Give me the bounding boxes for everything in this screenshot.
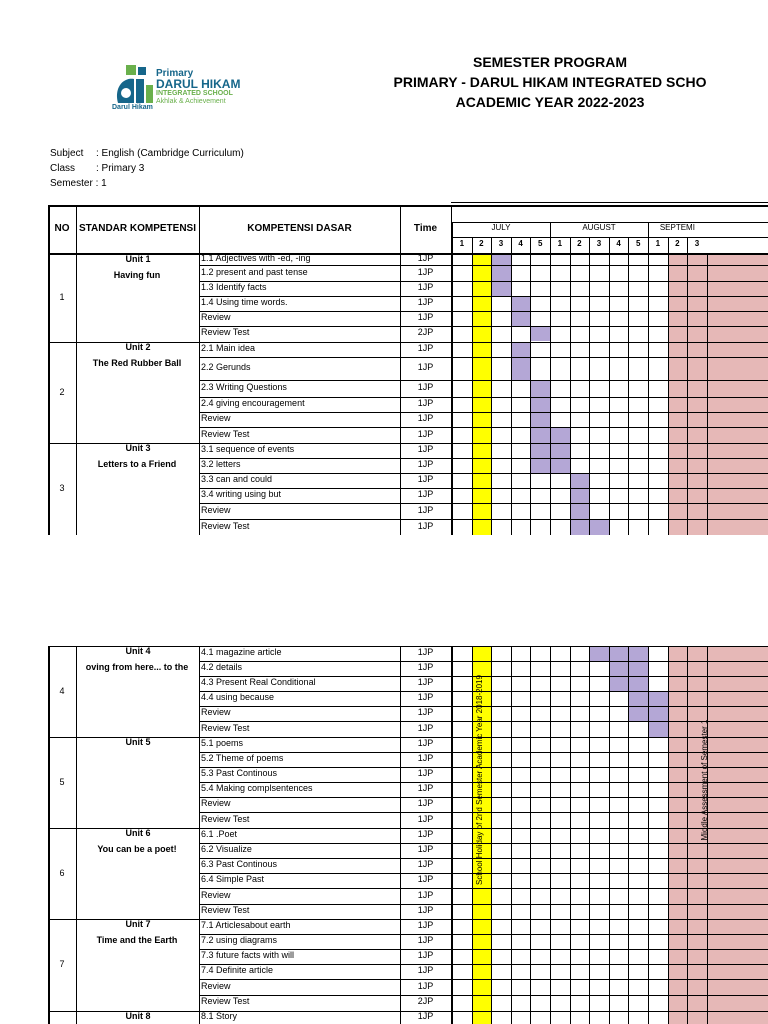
grid-line-v — [76, 254, 77, 535]
schedule-week-fill — [628, 661, 648, 676]
grid-line-v — [511, 254, 512, 535]
grid-line-v — [48, 646, 50, 1024]
time-cell: 1JP — [417, 950, 434, 960]
grid-line-h — [452, 964, 768, 965]
schedule-week-fill — [570, 503, 590, 519]
time-cell: 1JP — [417, 1011, 434, 1021]
kd-cell: Review Test — [201, 327, 250, 337]
grid-line-h — [452, 646, 768, 647]
grid-line-h — [452, 237, 768, 238]
unit-number: 6 — [59, 867, 65, 878]
grid-line-v — [199, 254, 200, 535]
kd-cell: 5.1 poems — [201, 738, 244, 748]
time-cell: 1JP — [417, 768, 434, 778]
grid-line-v — [550, 646, 551, 1024]
time-cell: 1JP — [417, 798, 434, 808]
grid-line-v — [199, 646, 200, 1024]
grid-line-h — [452, 828, 768, 829]
schedule-week-fill — [628, 706, 648, 721]
time-cell: 1JP — [417, 343, 434, 353]
schedule-week-fill — [530, 326, 550, 341]
kd-cell: 7.1 Articlesabout earth — [201, 920, 291, 930]
grid-line-v — [530, 646, 531, 1024]
grid-line-h — [452, 1011, 768, 1012]
unit-title: Having fun — [113, 270, 161, 280]
meta-semester: Semester : 1 — [50, 178, 107, 189]
schedule-week-fill — [609, 646, 629, 661]
kd-cell: 7.3 future facts with will — [201, 950, 295, 960]
grid-line-v — [687, 646, 688, 1024]
grid-line-h — [452, 488, 768, 489]
time-cell: 1JP — [417, 935, 434, 945]
unit-label: Unit 8 — [125, 1011, 151, 1021]
grid-line-h — [452, 797, 768, 798]
kd-cell: Review — [201, 981, 231, 991]
time-cell: 1JP — [417, 844, 434, 854]
time-cell: 2JP — [417, 327, 434, 337]
kd-cell: Review — [201, 505, 231, 515]
kd-cell: Review Test — [201, 521, 250, 531]
grid-line-v — [550, 254, 551, 535]
kd-cell: 4.4 using because — [201, 692, 275, 702]
header-week: 5 — [635, 239, 641, 248]
unit-label: Unit 5 — [125, 737, 151, 747]
kd-cell: 1.1 Adjectives with -ed, -ing — [201, 253, 311, 263]
grid-line-h — [452, 265, 768, 266]
holiday-vertical-label: School Holiday of 2nd Semester Academic Year 2018-2019 — [475, 675, 485, 885]
unit-number: 5 — [59, 776, 65, 787]
header-kd: KOMPETENSI DASAR — [247, 223, 352, 234]
schedule-week-fill — [530, 427, 550, 443]
grid-line-v — [609, 646, 610, 1024]
time-cell: 1JP — [417, 382, 434, 392]
kd-cell: 2.2 Gerunds — [201, 362, 251, 372]
time-cell: 1JP — [417, 965, 434, 975]
unit-title: Letters to a Friend — [97, 459, 177, 469]
header-week: 1 — [557, 239, 563, 248]
kd-cell: 1.4 Using time words. — [201, 297, 288, 307]
grid-line-v — [589, 254, 590, 535]
middle-assessment-fill — [668, 646, 768, 1024]
grid-line-h — [452, 843, 768, 844]
kd-cell: Review Test — [201, 723, 250, 733]
heading-line3: ACADEMIC YEAR 2022-2023 — [455, 94, 645, 110]
kd-cell: 6.2 Visualize — [201, 844, 252, 854]
kd-cell: 2.3 Writing Questions — [201, 382, 287, 392]
grid-line-v — [707, 254, 708, 535]
grid-line-h — [452, 721, 768, 722]
schedule-week-fill — [648, 706, 668, 721]
grid-line-v — [570, 646, 571, 1024]
time-cell: 1JP — [417, 647, 434, 657]
schedule-week-fill — [648, 691, 668, 706]
time-cell: 1JP — [417, 783, 434, 793]
grid-line-v — [609, 254, 610, 535]
grid-line-h — [452, 782, 768, 783]
grid-line-v — [570, 254, 571, 535]
time-cell: 1JP — [417, 738, 434, 748]
grid-line-v — [400, 646, 401, 1024]
grid-line-h — [452, 934, 768, 935]
schedule-week-fill — [491, 265, 511, 281]
unit-title: You can be a poet! — [97, 844, 177, 854]
schedule-week-fill — [609, 661, 629, 676]
kd-cell: 3.3 can and could — [201, 474, 273, 484]
kd-cell: 3.4 writing using but — [201, 489, 282, 499]
grid-line-h — [452, 296, 768, 297]
logo-line4: Akhlak & Achievement — [156, 98, 226, 105]
time-cell: 1JP — [417, 814, 434, 824]
grid-line-h — [452, 412, 768, 413]
grid-line-h — [452, 427, 768, 428]
grid-line-h — [452, 397, 768, 398]
kd-cell: 4.2 details — [201, 662, 243, 672]
grid-line-v — [628, 254, 629, 535]
header-week: 1 — [459, 239, 465, 248]
header-week: 1 — [655, 239, 661, 248]
grid-line-v — [452, 646, 453, 1024]
schedule-week-fill — [550, 443, 570, 458]
time-cell: 1JP — [417, 920, 434, 930]
time-cell: 1JP — [417, 829, 434, 839]
schedule-week-fill — [511, 296, 531, 311]
grid-line-h — [452, 357, 768, 358]
schedule-week-fill — [570, 473, 590, 488]
time-cell: 2JP — [417, 996, 434, 1006]
meta-class-key: Class — [50, 163, 76, 174]
schedule-week-fill — [530, 397, 550, 412]
header-month2: AUGUST — [582, 223, 616, 232]
time-cell: 1JP — [417, 459, 434, 469]
time-cell: 1JP — [417, 444, 434, 454]
kd-cell: 8.1 Story — [201, 1011, 238, 1021]
unit-number: 3 — [59, 483, 65, 493]
unit-label: Unit 2 — [125, 342, 151, 352]
grid-line-h — [452, 737, 768, 738]
time-cell: 1JP — [417, 723, 434, 733]
kd-cell: 4.3 Present Real Conditional — [201, 677, 316, 687]
grid-line-h — [452, 904, 768, 905]
kd-cell: 7.4 Definite article — [201, 965, 274, 975]
kd-cell: 3.2 letters — [201, 459, 241, 469]
logo-name: Darul Hikam — [112, 104, 153, 111]
header-week: 4 — [616, 239, 621, 248]
kd-cell: Review — [201, 413, 231, 423]
grid-line-v — [648, 254, 649, 535]
time-cell: 1JP — [417, 398, 434, 408]
grid-line-h — [452, 752, 768, 753]
grid-line-h — [452, 691, 768, 692]
grid-line-v — [491, 646, 492, 1024]
meta-class-value: : Primary 3 — [96, 163, 145, 174]
grid-line-h — [452, 888, 768, 889]
grid-line-v — [589, 646, 590, 1024]
grid-line-h — [452, 342, 768, 343]
schedule-week-fill — [550, 458, 570, 473]
grid-line-h — [452, 676, 768, 677]
meta-subject-key: Subject — [50, 148, 84, 159]
grid-line-h — [452, 995, 768, 996]
time-cell: 1JP — [417, 874, 434, 884]
time-cell: 1JP — [417, 707, 434, 717]
grid-line-v — [648, 646, 649, 1024]
kd-cell: 2.4 giving encouragement — [201, 398, 305, 408]
schedule-week-fill — [491, 281, 511, 296]
kd-cell: 6.1 .Poet — [201, 829, 238, 839]
unit-title: The Red Rubber Ball — [92, 358, 182, 368]
grid-line-h — [452, 473, 768, 474]
grid-line-h — [452, 858, 768, 859]
kd-cell: Review Test — [201, 905, 250, 915]
time-cell: 1JP — [417, 859, 434, 869]
unit-label: Unit 3 — [125, 443, 151, 453]
time-cell: 1JP — [417, 981, 434, 991]
schedule-week-fill — [491, 254, 511, 265]
kd-cell: 5.2 Theme of poems — [201, 753, 284, 763]
time-cell: 1JP — [417, 753, 434, 763]
header-week: 5 — [537, 239, 543, 248]
unit-label: Unit 6 — [125, 828, 151, 838]
time-cell: 1JP — [417, 905, 434, 915]
time-cell: 1JP — [417, 474, 434, 484]
kd-cell: 6.4 Simple Past — [201, 874, 265, 884]
kd-cell: 5.4 Making complsentences — [201, 783, 313, 793]
schedule-week-fill — [648, 721, 668, 737]
grid-line-h — [452, 519, 768, 520]
schedule-week-fill — [530, 380, 550, 397]
grid-line-v — [472, 254, 473, 535]
schedule-week-fill — [530, 412, 550, 427]
schedule-week-fill — [550, 427, 570, 443]
schedule-week-fill — [530, 458, 550, 473]
time-cell: 1JP — [417, 312, 434, 322]
logo-line2: DARUL HIKAM — [156, 77, 241, 91]
grid-line-h — [452, 767, 768, 768]
grid-line-v — [511, 646, 512, 1024]
kd-cell: Review — [201, 312, 231, 322]
time-cell: 1JP — [417, 253, 434, 263]
header-sk: STANDAR KOMPETENSI — [78, 223, 197, 234]
header-week: 2 — [577, 239, 582, 248]
time-cell: 1JP — [417, 429, 434, 439]
header-week: 3 — [596, 239, 602, 248]
unit-label: Unit 7 — [125, 919, 151, 929]
grid-line-h — [452, 979, 768, 980]
header-month3: SEPTEMI — [659, 223, 695, 232]
time-cell: 1JP — [417, 282, 434, 292]
grid-line-v — [472, 646, 473, 1024]
time-cell: 1JP — [417, 267, 434, 277]
time-cell: 1JP — [417, 692, 434, 702]
header-week: 2 — [479, 239, 484, 248]
schedule-week-fill — [628, 691, 648, 706]
grid-line-h — [452, 443, 768, 444]
header-no: NO — [54, 223, 70, 234]
kd-cell: 1.2 present and past tense — [201, 267, 308, 277]
kd-cell: Review Test — [201, 814, 250, 824]
grid-line-h — [452, 873, 768, 874]
unit-label: Unit 4 — [125, 646, 151, 656]
header-week: 3 — [498, 239, 504, 248]
grid-line-v — [628, 646, 629, 1024]
grid-line-h — [452, 949, 768, 950]
grid-line-h — [452, 254, 768, 255]
header-week: 3 — [694, 239, 700, 248]
grid-line-h — [452, 281, 768, 282]
unit-number: 4 — [59, 685, 65, 696]
schedule-week-fill — [511, 342, 531, 357]
logo-line3: INTEGRATED SCHOOL — [156, 90, 233, 97]
grid-line-v — [687, 254, 688, 535]
schedule-week-fill — [628, 646, 648, 661]
schedule-week-fill — [609, 676, 629, 691]
kd-cell: Review Test — [201, 429, 250, 439]
time-cell: 1JP — [417, 362, 434, 372]
meta-subject-value: : English (Cambridge Curriculum) — [96, 148, 244, 159]
unit-number: 7 — [59, 958, 65, 969]
grid-line-v — [452, 254, 453, 535]
kd-cell: Review — [201, 707, 231, 717]
kd-cell: Review Test — [201, 996, 250, 1006]
grid-line-h — [452, 661, 768, 662]
unit-number: 1 — [59, 291, 65, 302]
header-month1: JULY — [491, 223, 511, 232]
unit-number: 2 — [59, 386, 65, 397]
schedule-week-fill — [628, 676, 648, 691]
time-cell: 1JP — [417, 521, 434, 531]
heading-line1: SEMESTER PROGRAM — [472, 54, 627, 70]
schedule-week-fill — [570, 519, 590, 535]
grid-line-h — [452, 380, 768, 381]
grid-line-v — [48, 254, 50, 535]
time-cell: 1JP — [417, 890, 434, 900]
grid-line-h — [452, 458, 768, 459]
kd-cell: 5.3 Past Continous — [201, 768, 278, 778]
grid-line-h — [452, 919, 768, 920]
header-week: 4 — [518, 239, 523, 248]
grid-line-h — [452, 311, 768, 312]
grid-line-h — [452, 706, 768, 707]
schedule-week-fill — [589, 646, 609, 661]
grid-line-v — [530, 254, 531, 535]
unit-title: Time and the Earth — [96, 935, 178, 945]
heading-line2: PRIMARY - DARUL HIKAM INTEGRATED SCHO — [393, 74, 707, 90]
grid-line-h — [48, 205, 768, 207]
kd-cell: 1.3 Identify facts — [201, 282, 267, 292]
schedule-week-fill — [589, 519, 609, 535]
grid-line-h — [452, 326, 768, 327]
grid-line-h — [452, 503, 768, 504]
unit-label: Unit 1 — [125, 254, 151, 264]
time-cell: 1JP — [417, 662, 434, 672]
grid-line-v — [491, 254, 492, 535]
grid-line-v — [400, 254, 401, 535]
time-cell: 1JP — [417, 505, 434, 515]
logo-line1: Primary — [156, 68, 194, 79]
time-cell: 1JP — [417, 413, 434, 423]
grid-line-v — [668, 646, 669, 1024]
kd-cell: Review — [201, 890, 231, 900]
header-time: Time — [413, 223, 438, 234]
schedule-week-fill — [570, 488, 590, 503]
schedule-week-fill — [511, 357, 531, 380]
kd-cell: 4.1 magazine article — [201, 647, 282, 657]
kd-cell: 7.2 using diagrams — [201, 935, 278, 945]
unit-title: oving from here... to the — [85, 662, 189, 672]
middle-assessment-vertical-label: Middle Assessment of Semester 1 — [699, 719, 709, 841]
time-cell: 1JP — [417, 297, 434, 307]
time-cell: 1JP — [417, 677, 434, 687]
schedule-week-fill — [511, 311, 531, 326]
kd-cell: 6.3 Past Continous — [201, 859, 278, 869]
time-cell: 1JP — [417, 489, 434, 499]
grid-line-v — [76, 646, 77, 1024]
schedule-week-fill — [530, 443, 550, 458]
kd-cell: Review — [201, 798, 231, 808]
grid-line-v — [668, 254, 669, 535]
kd-cell: 2.1 Main idea — [201, 343, 256, 353]
grid-line-h — [452, 812, 768, 813]
kd-cell: 3.1 sequence of events — [201, 444, 295, 454]
header-week: 2 — [675, 239, 680, 248]
